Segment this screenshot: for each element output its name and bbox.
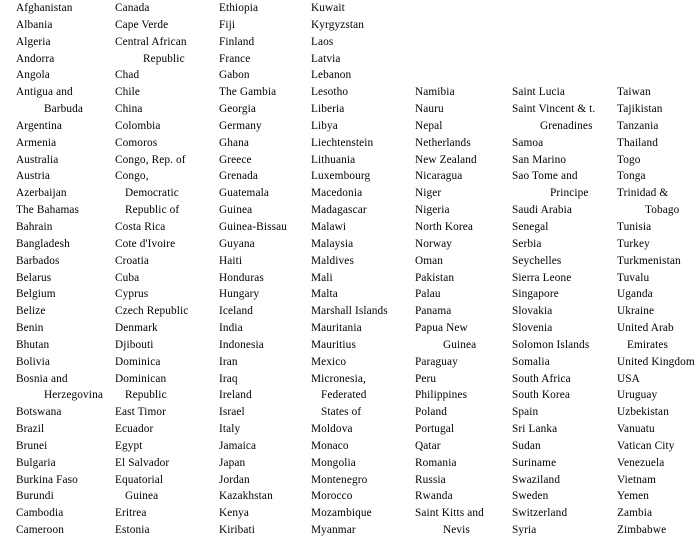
list-item: Gabon (219, 69, 250, 82)
list-item: Ghana (219, 136, 250, 149)
list-item: Mali (311, 271, 333, 284)
list-item: Oman (415, 254, 444, 267)
list-item: India (219, 322, 243, 335)
list-item: Austria (16, 170, 51, 183)
list-item: Cameroon (16, 524, 64, 537)
list-item: Mauritania (311, 322, 362, 335)
list-item: Senegal (512, 220, 549, 233)
column-4 (311, 0, 414, 550)
list-item: Bangladesh (16, 237, 70, 250)
list-item: Lebanon (311, 69, 352, 82)
list-item: Afghanistan (16, 2, 73, 14)
list-item: Belgium (16, 288, 56, 301)
list-item: Antigua and (16, 86, 73, 99)
list-item: Serbia (512, 237, 542, 250)
column-1 (16, 0, 116, 550)
list-item: Hungary (219, 288, 260, 301)
list-item: San Marino (512, 153, 567, 166)
list-item: Herzegovina (44, 389, 103, 402)
list-item: Burundi (16, 490, 54, 503)
list-item: Lithuania (311, 153, 356, 166)
list-item: Estonia (115, 524, 150, 537)
list-item: Macedonia (311, 187, 363, 200)
list-item: Moldova (311, 423, 353, 436)
list-item: Bolivia (16, 355, 51, 368)
list-item: Slovenia (512, 322, 553, 335)
list-item: Barbuda (44, 103, 84, 116)
list-item: Peru (415, 372, 437, 385)
list-item: Niger (415, 187, 442, 200)
list-item: Samoa (512, 136, 544, 149)
list-item: Mozambique (311, 507, 372, 520)
list-item: Emirates (627, 338, 669, 351)
list-item: Kiribati (219, 524, 256, 537)
list-item: Thailand (617, 136, 659, 149)
list-item: Germany (219, 119, 262, 132)
list-item: Cyprus (115, 288, 149, 301)
list-item: Venezuela (617, 456, 665, 469)
list-item: Switzerland (512, 507, 568, 520)
list-item: Turkey (617, 237, 650, 250)
list-item: Uruguay (617, 389, 658, 402)
list-item: Rwanda (415, 490, 453, 503)
list-item: Togo (617, 153, 641, 166)
list-item: Liechtenstein (311, 136, 374, 149)
list-item: Tajikistan (617, 103, 663, 116)
list-item: Bosnia and (16, 372, 68, 385)
list-item: Paraguay (415, 355, 458, 368)
list-item: Cote d'Ivoire (115, 237, 176, 250)
list-item: Congo, Rep. of (115, 153, 186, 166)
list-item: Madagascar (311, 204, 367, 217)
list-item: Saint Lucia (512, 86, 566, 99)
list-item: Bulgaria (16, 456, 56, 469)
list-item: Nicaragua (415, 170, 463, 183)
list-item: Sri Lanka (512, 423, 558, 436)
list-item: Tuvalu (617, 271, 650, 284)
column-5 (415, 0, 513, 550)
list-item: Comoros (115, 136, 158, 149)
list-item: Mauritius (311, 338, 356, 351)
list-item: Guinea (125, 490, 159, 503)
column-2 (115, 0, 215, 550)
list-item: Cuba (115, 271, 140, 284)
list-item: Trinidad & (617, 187, 669, 200)
list-item: Costa Rica (115, 220, 166, 233)
list-item: Belize (16, 305, 46, 318)
list-item: Iraq (219, 372, 238, 385)
list-item: Indonesia (219, 338, 264, 351)
list-item: Czech Republic (115, 305, 189, 318)
list-item: Croatia (115, 254, 150, 267)
list-item: Lesotho (311, 86, 349, 99)
list-item: Malaysia (311, 237, 354, 250)
list-item: Grenadines (540, 119, 593, 132)
list-item: Spain (512, 406, 539, 419)
list-item: Sao Tome and (512, 170, 578, 183)
list-item: Benin (16, 322, 44, 335)
list-item: Chad (115, 69, 140, 82)
list-item: Central African (115, 35, 187, 48)
list-item: Norway (415, 237, 453, 250)
list-item: China (115, 103, 143, 116)
list-item: Liberia (311, 103, 345, 116)
list-item: Marshall Islands (311, 305, 388, 318)
list-item: The Gambia (219, 86, 277, 99)
list-item: Sierra Leone (512, 271, 572, 284)
list-item: Italy (219, 423, 241, 436)
list-item: Jordan (219, 473, 250, 486)
list-item: Australia (16, 153, 59, 166)
list-item: Guyana (219, 237, 255, 250)
list-item: Federated (321, 389, 367, 402)
list-item: Egypt (115, 439, 143, 452)
list-item: Grenada (219, 170, 259, 183)
list-item: South Africa (512, 372, 571, 385)
list-item: Luxembourg (311, 170, 371, 183)
list-item: Tanzania (617, 119, 659, 132)
list-item: Dominican (115, 372, 167, 385)
list-item: Dominica (115, 355, 161, 368)
list-item: Georgia (219, 103, 256, 116)
list-item: Angola (16, 69, 50, 82)
list-item: North Korea (415, 220, 474, 233)
list-item: Democratic (125, 187, 179, 200)
list-item: Palau (415, 288, 441, 301)
list-item: Panama (415, 305, 452, 318)
list-item: Romania (415, 456, 457, 469)
list-item: Nauru (415, 103, 444, 116)
list-item: Saudi Arabia (512, 204, 573, 217)
list-item: Kenya (219, 507, 250, 520)
list-item: Principe (550, 187, 589, 200)
list-item: Seychelles (512, 254, 562, 267)
list-item: Bhutan (16, 338, 50, 351)
list-item: Nevis (443, 524, 470, 537)
list-item: Guinea (219, 204, 253, 217)
list-item: Vietnam (617, 473, 657, 486)
list-item: Guinea-Bissau (219, 220, 287, 233)
list-item: Iceland (219, 305, 254, 318)
list-item: Haiti (219, 254, 243, 267)
list-item: Solomon Islands (512, 338, 590, 351)
list-item: Denmark (115, 322, 158, 335)
list-item: Libya (311, 119, 338, 132)
list-item: Ecuador (115, 423, 154, 436)
list-item: Papua New (415, 322, 468, 335)
list-item: Greece (219, 153, 252, 166)
list-item: Eritrea (115, 507, 147, 520)
list-item: Guatemala (219, 187, 269, 200)
list-item: Fiji (219, 18, 236, 31)
list-item: Sweden (512, 490, 549, 503)
list-item: USA (617, 372, 640, 385)
list-item: Ukraine (617, 305, 655, 318)
list-item: Iran (219, 355, 238, 368)
list-item: Chile (115, 86, 141, 99)
list-item: Portugal (415, 423, 455, 436)
list-item: Tunisia (617, 220, 652, 233)
list-item: Monaco (311, 439, 349, 452)
list-item: States of (321, 406, 362, 419)
list-item: France (219, 52, 251, 65)
list-item: Sudan (512, 439, 541, 452)
list-item: Colombia (115, 119, 161, 132)
list-item: Kazakhstan (219, 490, 273, 503)
list-item: Turkmenistan (617, 254, 681, 267)
list-item: Micronesia, (311, 372, 366, 385)
column-6 (512, 0, 617, 550)
list-item: Barbados (16, 254, 60, 267)
list-item: Nigeria (415, 204, 450, 217)
list-item: Malta (311, 288, 338, 301)
list-item: Republic of (125, 204, 180, 217)
list-item: Montenegro (311, 473, 368, 486)
list-item: Philippines (415, 389, 468, 402)
list-item: Azerbaijan (16, 187, 67, 200)
list-item: Bahrain (16, 220, 53, 233)
list-item: Suriname (512, 456, 557, 469)
list-item: Maldives (311, 254, 354, 267)
list-item: Belarus (16, 271, 52, 284)
list-item: Netherlands (415, 136, 471, 149)
list-item: Qatar (415, 439, 441, 452)
list-item: Uzbekistan (617, 406, 669, 419)
list-item: Andorra (16, 52, 55, 65)
list-item: Canada (115, 2, 150, 14)
list-item: Japan (219, 456, 246, 469)
list-item: Syria (512, 524, 537, 537)
list-item: Vatican City (617, 439, 675, 452)
list-item: Taiwan (617, 86, 651, 99)
list-item: El Salvador (115, 456, 170, 469)
list-item: Albania (16, 18, 53, 31)
list-item: Cambodia (16, 507, 64, 520)
list-item: Poland (415, 406, 448, 419)
list-item: Brunei (16, 439, 48, 452)
list-item: Uganda (617, 288, 653, 301)
list-item: Saint Vincent & t. (512, 103, 596, 116)
list-item: South Korea (512, 389, 571, 402)
list-item: Guinea (443, 338, 477, 351)
list-item: Swaziland (512, 473, 561, 486)
list-item: Saint Kitts and (415, 507, 484, 520)
list-item: Laos (311, 35, 334, 48)
list-item: Zambia (617, 507, 653, 520)
list-item: United Arab (617, 322, 674, 335)
list-item: Congo, (115, 170, 149, 183)
list-item: Latvia (311, 52, 341, 65)
list-item: Honduras (219, 271, 264, 284)
list-item: Argentina (16, 119, 62, 132)
list-item: Cape Verde (115, 18, 169, 31)
list-item: Morocco (311, 490, 353, 503)
list-item: Zimbabwe (617, 524, 667, 537)
list-item: The Bahamas (16, 204, 80, 217)
list-item: Tonga (617, 170, 646, 183)
column-7 (617, 0, 700, 550)
list-item: Russia (415, 473, 446, 486)
list-item: Republic (125, 389, 167, 402)
list-item: Malawi (311, 220, 347, 233)
list-item: Republic (143, 52, 185, 65)
list-item: Kuwait (311, 2, 345, 14)
list-item: New Zealand (415, 153, 477, 166)
list-item: Armenia (16, 136, 57, 149)
list-item: Nepal (415, 119, 443, 132)
list-item: Equatorial (115, 473, 164, 486)
list-item: Finland (219, 35, 255, 48)
list-item: Ethiopia (219, 2, 259, 14)
list-item: Mexico (311, 355, 347, 368)
list-item: Pakistan (415, 271, 455, 284)
list-item: Burkina Faso (16, 473, 78, 486)
list-item: Kyrgyzstan (311, 18, 365, 31)
list-item: Tobago (645, 204, 680, 217)
list-item: Brazil (16, 423, 45, 436)
list-item: Vanuatu (617, 423, 655, 436)
list-item: Algeria (16, 35, 51, 48)
list-item: Singapore (512, 288, 559, 301)
list-item: Israel (219, 406, 245, 419)
list-item: Djibouti (115, 338, 154, 351)
list-item: Jamaica (219, 439, 257, 452)
list-item: Botswana (16, 406, 62, 419)
list-item: Myanmar (311, 524, 356, 537)
list-item: Somalia (512, 355, 550, 368)
list-item: Slovakia (512, 305, 553, 318)
list-item: United Kingdom (617, 355, 695, 368)
list-item: East Timor (115, 406, 167, 419)
column-3 (219, 0, 311, 550)
list-item: Yemen (617, 490, 650, 503)
list-item: Ireland (219, 389, 252, 402)
list-item: Mongolia (311, 456, 356, 469)
list-item: Namibia (415, 86, 455, 99)
